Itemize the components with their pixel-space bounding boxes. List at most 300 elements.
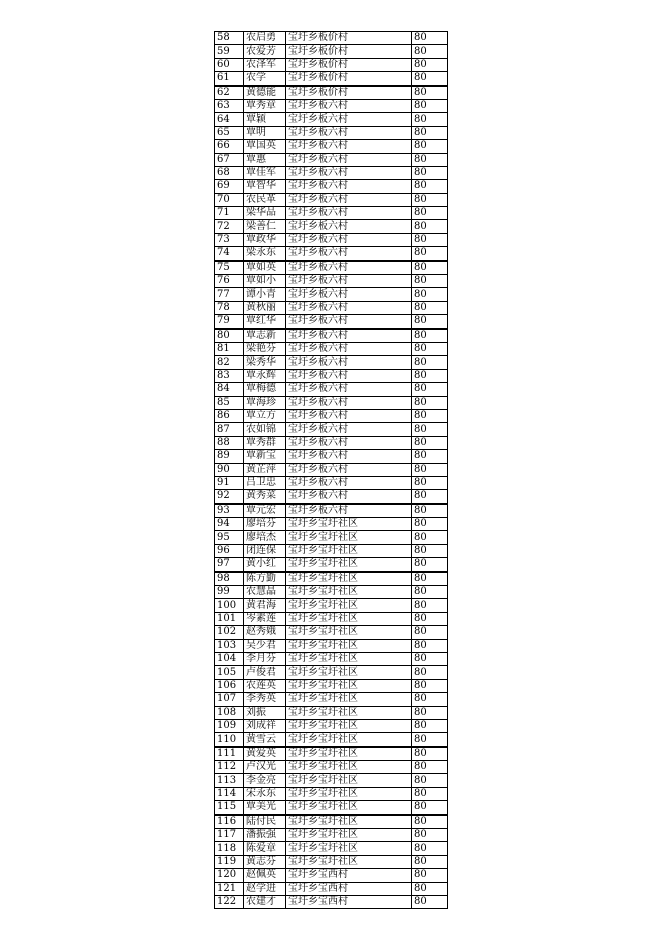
row-number-cell: 115: [215, 801, 244, 815]
name-cell: 覃秀群: [244, 436, 286, 449]
amount-cell: 80: [412, 639, 448, 652]
name-cell: 梁善仁: [244, 220, 286, 233]
amount-cell: 80: [412, 747, 448, 761]
address-cell: 宝圩乡宝西村: [286, 869, 412, 882]
address-cell: 宝圩乡宝圩社区: [286, 558, 412, 572]
address-cell: 宝圩乡板六村: [286, 113, 412, 126]
table-row: [215, 247, 448, 261]
row-number-cell: 78: [215, 301, 244, 314]
amount-cell: 80: [412, 261, 448, 275]
row-number-cell: 67: [215, 153, 244, 166]
name-cell: 覃海珍: [244, 396, 286, 409]
amount-cell: 80: [412, 383, 448, 396]
name-cell: 李金亮: [244, 774, 286, 787]
address-cell: 宝圩乡板六村: [286, 369, 412, 382]
amount-cell: 80: [412, 99, 448, 112]
amount-cell: 80: [412, 329, 448, 343]
name-cell: 谭小青: [244, 288, 286, 301]
address-cell: 宝圩乡宝圩社区: [286, 855, 412, 868]
table-row: [215, 801, 448, 815]
table-row: [215, 193, 448, 206]
row-number-cell: 73: [215, 233, 244, 246]
row-number-cell: 91: [215, 476, 244, 489]
address-cell: 宝圩乡宝圩社区: [286, 815, 412, 829]
address-cell: 宝圩乡板六村: [286, 396, 412, 409]
table-row: [215, 261, 448, 275]
amount-cell: 80: [412, 275, 448, 288]
name-cell: 陈爱章: [244, 842, 286, 855]
name-cell: 宋永东: [244, 787, 286, 800]
row-number-cell: 94: [215, 518, 244, 531]
row-number-cell: 58: [215, 32, 244, 45]
address-cell: 宝圩乡板六村: [286, 450, 412, 463]
table-row: [215, 612, 448, 625]
amount-cell: 80: [412, 72, 448, 86]
table-row: [215, 180, 448, 193]
address-cell: 宝圩乡板六村: [286, 342, 412, 355]
table-row: [215, 626, 448, 639]
table-row: [215, 666, 448, 679]
address-cell: 宝圩乡板六村: [286, 504, 412, 518]
name-cell: 李秀英: [244, 693, 286, 706]
row-number-cell: 68: [215, 166, 244, 179]
row-number-cell: 99: [215, 586, 244, 599]
address-cell: 宝圩乡宝西村: [286, 882, 412, 895]
name-cell: 岑素莲: [244, 612, 286, 625]
name-cell: 潘振强: [244, 829, 286, 842]
amount-cell: 80: [412, 220, 448, 233]
address-cell: 宝圩乡板六村: [286, 233, 412, 246]
amount-cell: 80: [412, 450, 448, 463]
name-cell: 覃明: [244, 126, 286, 139]
address-cell: 宝圩乡宝圩社区: [286, 626, 412, 639]
row-number-cell: 109: [215, 719, 244, 732]
amount-cell: 80: [412, 666, 448, 679]
table-row: [215, 45, 448, 58]
amount-cell: 80: [412, 572, 448, 586]
table-row: [215, 86, 448, 100]
amount-cell: 80: [412, 882, 448, 895]
address-cell: 宝圩乡宝圩社区: [286, 693, 412, 706]
row-number-cell: 72: [215, 220, 244, 233]
name-cell: 覃美光: [244, 801, 286, 815]
amount-cell: 80: [412, 247, 448, 261]
name-cell: 覃新宝: [244, 450, 286, 463]
table-row: [215, 842, 448, 855]
table-row: [215, 315, 448, 329]
amount-cell: 80: [412, 626, 448, 639]
address-cell: 宝圩乡宝圩社区: [286, 639, 412, 652]
name-cell: 覃永辉: [244, 369, 286, 382]
amount-cell: 80: [412, 733, 448, 747]
row-number-cell: 63: [215, 99, 244, 112]
table-row: [215, 652, 448, 665]
row-number-cell: 89: [215, 450, 244, 463]
address-cell: 宝圩乡板六村: [286, 356, 412, 369]
address-cell: 宝圩乡板六村: [286, 476, 412, 489]
amount-cell: 80: [412, 896, 448, 909]
table-row: [215, 706, 448, 719]
address-cell: 宝圩乡板六村: [286, 166, 412, 179]
amount-cell: 80: [412, 356, 448, 369]
name-cell: 卢汉光: [244, 761, 286, 774]
amount-cell: 80: [412, 423, 448, 436]
address-cell: 宝圩乡宝圩社区: [286, 787, 412, 800]
name-cell: 农学: [244, 72, 286, 86]
row-number-cell: 65: [215, 126, 244, 139]
table-row: [215, 32, 448, 45]
amount-cell: 80: [412, 652, 448, 665]
row-number-cell: 70: [215, 193, 244, 206]
amount-cell: 80: [412, 842, 448, 855]
name-cell: 覃元宏: [244, 504, 286, 518]
address-cell: 宝圩乡宝圩社区: [286, 666, 412, 679]
amount-cell: 80: [412, 869, 448, 882]
address-cell: 宝圩乡宝圩社区: [286, 829, 412, 842]
table-row: [215, 733, 448, 747]
table-row: [215, 140, 448, 153]
address-cell: 宝圩乡宝圩社区: [286, 706, 412, 719]
amount-cell: 80: [412, 719, 448, 732]
table-row: [215, 787, 448, 800]
name-cell: 梁华品: [244, 207, 286, 220]
table-row: [215, 342, 448, 355]
name-cell: 梁永东: [244, 247, 286, 261]
name-cell: 农慧晶: [244, 586, 286, 599]
row-number-cell: 121: [215, 882, 244, 895]
name-cell: 廖培芬: [244, 518, 286, 531]
row-number-cell: 62: [215, 86, 244, 100]
amount-cell: 80: [412, 86, 448, 100]
row-number-cell: 83: [215, 369, 244, 382]
row-number-cell: 69: [215, 180, 244, 193]
table-row: [215, 436, 448, 449]
address-cell: 宝圩乡板六村: [286, 207, 412, 220]
roster-table-body: [215, 32, 448, 909]
table-row: [215, 679, 448, 692]
address-cell: 宝圩乡板六村: [286, 126, 412, 139]
table-row: [215, 207, 448, 220]
address-cell: 宝圩乡板六村: [286, 193, 412, 206]
amount-cell: 80: [412, 126, 448, 139]
table-row: [215, 329, 448, 343]
row-number-cell: 84: [215, 383, 244, 396]
table-row: [215, 815, 448, 829]
name-cell: 卢俊君: [244, 666, 286, 679]
table-row: [215, 599, 448, 612]
address-cell: 宝圩乡宝圩社区: [286, 572, 412, 586]
amount-cell: 80: [412, 180, 448, 193]
name-cell: 覃如英: [244, 261, 286, 275]
name-cell: 覃惠: [244, 153, 286, 166]
name-cell: 覃颖: [244, 113, 286, 126]
table-row: [215, 855, 448, 868]
address-cell: 宝圩乡宝圩社区: [286, 761, 412, 774]
amount-cell: 80: [412, 166, 448, 179]
row-number-cell: 81: [215, 342, 244, 355]
table-row: [215, 586, 448, 599]
address-cell: 宝圩乡板价村: [286, 45, 412, 58]
name-cell: 农莲英: [244, 679, 286, 692]
row-number-cell: 80: [215, 329, 244, 343]
table-row: [215, 220, 448, 233]
name-cell: 梁艳芬: [244, 342, 286, 355]
row-number-cell: 101: [215, 612, 244, 625]
name-cell: 农民革: [244, 193, 286, 206]
address-cell: 宝圩乡板六村: [286, 436, 412, 449]
name-cell: 廖培杰: [244, 531, 286, 544]
address-cell: 宝圩乡板六村: [286, 423, 412, 436]
address-cell: 宝圩乡板六村: [286, 153, 412, 166]
roster-table: [214, 31, 448, 909]
address-cell: 宝圩乡宝圩社区: [286, 842, 412, 855]
address-cell: 宝圩乡板六村: [286, 180, 412, 193]
name-cell: 农建才: [244, 896, 286, 909]
table-row: [215, 518, 448, 531]
amount-cell: 80: [412, 45, 448, 58]
table-row: [215, 126, 448, 139]
table-row: [215, 450, 448, 463]
table-row: [215, 558, 448, 572]
row-number-cell: 87: [215, 423, 244, 436]
name-cell: 陈方勤: [244, 572, 286, 586]
row-number-cell: 77: [215, 288, 244, 301]
row-number-cell: 90: [215, 463, 244, 476]
address-cell: 宝圩乡板价村: [286, 86, 412, 100]
amount-cell: 80: [412, 342, 448, 355]
address-cell: 宝圩乡板六村: [286, 261, 412, 275]
name-cell: 覃政华: [244, 233, 286, 246]
amount-cell: 80: [412, 58, 448, 71]
row-number-cell: 117: [215, 829, 244, 842]
row-number-cell: 112: [215, 761, 244, 774]
table-row: [215, 774, 448, 787]
address-cell: 宝圩乡板六村: [286, 409, 412, 422]
address-cell: 宝圩乡宝西村: [286, 896, 412, 909]
amount-cell: 80: [412, 544, 448, 557]
name-cell: 黄秋丽: [244, 301, 286, 314]
row-number-cell: 111: [215, 747, 244, 761]
table-row: [215, 572, 448, 586]
address-cell: 宝圩乡板六村: [286, 383, 412, 396]
address-cell: 宝圩乡板价村: [286, 72, 412, 86]
row-number-cell: 59: [215, 45, 244, 58]
table-row: [215, 423, 448, 436]
address-cell: 宝圩乡板六村: [286, 140, 412, 153]
row-number-cell: 103: [215, 639, 244, 652]
name-cell: 刘振: [244, 706, 286, 719]
row-number-cell: 82: [215, 356, 244, 369]
table-row: [215, 369, 448, 382]
name-cell: 覃梅德: [244, 383, 286, 396]
name-cell: 黄君海: [244, 599, 286, 612]
row-number-cell: 85: [215, 396, 244, 409]
address-cell: 宝圩乡板六村: [286, 288, 412, 301]
table-row: [215, 719, 448, 732]
address-cell: 宝圩乡宝圩社区: [286, 774, 412, 787]
name-cell: 农如锦: [244, 423, 286, 436]
row-number-cell: 119: [215, 855, 244, 868]
name-cell: 陆付民: [244, 815, 286, 829]
address-cell: 宝圩乡板六村: [286, 247, 412, 261]
table-row: [215, 275, 448, 288]
address-cell: 宝圩乡板六村: [286, 490, 412, 504]
address-cell: 宝圩乡板六村: [286, 315, 412, 329]
address-cell: 宝圩乡板六村: [286, 301, 412, 314]
address-cell: 宝圩乡宝圩社区: [286, 612, 412, 625]
name-cell: 覃秀章: [244, 99, 286, 112]
amount-cell: 80: [412, 855, 448, 868]
table-row: [215, 693, 448, 706]
amount-cell: 80: [412, 504, 448, 518]
address-cell: 宝圩乡板价村: [286, 32, 412, 45]
amount-cell: 80: [412, 463, 448, 476]
name-cell: 农爱芳: [244, 45, 286, 58]
name-cell: 刘成祥: [244, 719, 286, 732]
row-number-cell: 97: [215, 558, 244, 572]
table-row: [215, 882, 448, 895]
table-row: [215, 72, 448, 86]
row-number-cell: 113: [215, 774, 244, 787]
row-number-cell: 96: [215, 544, 244, 557]
amount-cell: 80: [412, 369, 448, 382]
amount-cell: 80: [412, 315, 448, 329]
amount-cell: 80: [412, 531, 448, 544]
amount-cell: 80: [412, 599, 448, 612]
address-cell: 宝圩乡宝圩社区: [286, 586, 412, 599]
amount-cell: 80: [412, 32, 448, 45]
name-cell: 黄爱英: [244, 747, 286, 761]
name-cell: 农启勇: [244, 32, 286, 45]
amount-cell: 80: [412, 706, 448, 719]
row-number-cell: 74: [215, 247, 244, 261]
table-row: [215, 383, 448, 396]
amount-cell: 80: [412, 233, 448, 246]
amount-cell: 80: [412, 558, 448, 572]
table-row: [215, 476, 448, 489]
row-number-cell: 122: [215, 896, 244, 909]
row-number-cell: 105: [215, 666, 244, 679]
amount-cell: 80: [412, 193, 448, 206]
name-cell: 吴少君: [244, 639, 286, 652]
name-cell: 覃红华: [244, 315, 286, 329]
address-cell: 宝圩乡宝圩社区: [286, 747, 412, 761]
row-number-cell: 76: [215, 275, 244, 288]
address-cell: 宝圩乡板六村: [286, 275, 412, 288]
name-cell: 黄小红: [244, 558, 286, 572]
table-row: [215, 829, 448, 842]
name-cell: 黄秀菜: [244, 490, 286, 504]
name-cell: 覃如小: [244, 275, 286, 288]
name-cell: 覃立方: [244, 409, 286, 422]
row-number-cell: 108: [215, 706, 244, 719]
row-number-cell: 66: [215, 140, 244, 153]
amount-cell: 80: [412, 612, 448, 625]
row-number-cell: 102: [215, 626, 244, 639]
row-number-cell: 75: [215, 261, 244, 275]
address-cell: 宝圩乡宝圩社区: [286, 544, 412, 557]
row-number-cell: 107: [215, 693, 244, 706]
name-cell: 黄德能: [244, 86, 286, 100]
amount-cell: 80: [412, 693, 448, 706]
address-cell: 宝圩乡宝圩社区: [286, 719, 412, 732]
row-number-cell: 95: [215, 531, 244, 544]
amount-cell: 80: [412, 801, 448, 815]
amount-cell: 80: [412, 301, 448, 314]
row-number-cell: 106: [215, 679, 244, 692]
row-number-cell: 64: [215, 113, 244, 126]
name-cell: 赵佩英: [244, 869, 286, 882]
name-cell: 闭连保: [244, 544, 286, 557]
name-cell: 覃智华: [244, 180, 286, 193]
amount-cell: 80: [412, 409, 448, 422]
name-cell: 黄芷萍: [244, 463, 286, 476]
table-row: [215, 356, 448, 369]
row-number-cell: 61: [215, 72, 244, 86]
row-number-cell: 104: [215, 652, 244, 665]
table-row: [215, 99, 448, 112]
row-number-cell: 120: [215, 869, 244, 882]
row-number-cell: 86: [215, 409, 244, 422]
amount-cell: 80: [412, 518, 448, 531]
table-row: [215, 463, 448, 476]
name-cell: 黄志芬: [244, 855, 286, 868]
row-number-cell: 114: [215, 787, 244, 800]
amount-cell: 80: [412, 396, 448, 409]
row-number-cell: 71: [215, 207, 244, 220]
address-cell: 宝圩乡板六村: [286, 329, 412, 343]
table-row: [215, 58, 448, 71]
table-row: [215, 490, 448, 504]
address-cell: 宝圩乡板价村: [286, 58, 412, 71]
name-cell: 覃国英: [244, 140, 286, 153]
address-cell: 宝圩乡宝圩社区: [286, 801, 412, 815]
amount-cell: 80: [412, 787, 448, 800]
name-cell: 覃志新: [244, 329, 286, 343]
table-row: [215, 531, 448, 544]
amount-cell: 80: [412, 829, 448, 842]
name-cell: 黄雪云: [244, 733, 286, 747]
amount-cell: 80: [412, 140, 448, 153]
table-row: [215, 639, 448, 652]
name-cell: 吕卫忠: [244, 476, 286, 489]
amount-cell: 80: [412, 436, 448, 449]
address-cell: 宝圩乡板六村: [286, 220, 412, 233]
row-number-cell: 92: [215, 490, 244, 504]
table-row: [215, 544, 448, 557]
address-cell: 宝圩乡宝圩社区: [286, 599, 412, 612]
amount-cell: 80: [412, 288, 448, 301]
name-cell: 覃佳军: [244, 166, 286, 179]
address-cell: 宝圩乡宝圩社区: [286, 652, 412, 665]
table-row: [215, 288, 448, 301]
amount-cell: 80: [412, 815, 448, 829]
name-cell: 赵秀娥: [244, 626, 286, 639]
amount-cell: 80: [412, 476, 448, 489]
table-row: [215, 233, 448, 246]
name-cell: 梁秀华: [244, 356, 286, 369]
table-row: [215, 113, 448, 126]
address-cell: 宝圩乡板六村: [286, 463, 412, 476]
amount-cell: 80: [412, 153, 448, 166]
address-cell: 宝圩乡宝圩社区: [286, 679, 412, 692]
amount-cell: 80: [412, 586, 448, 599]
table-row: [215, 153, 448, 166]
address-cell: 宝圩乡板六村: [286, 99, 412, 112]
amount-cell: 80: [412, 774, 448, 787]
table-row: [215, 409, 448, 422]
row-number-cell: 118: [215, 842, 244, 855]
